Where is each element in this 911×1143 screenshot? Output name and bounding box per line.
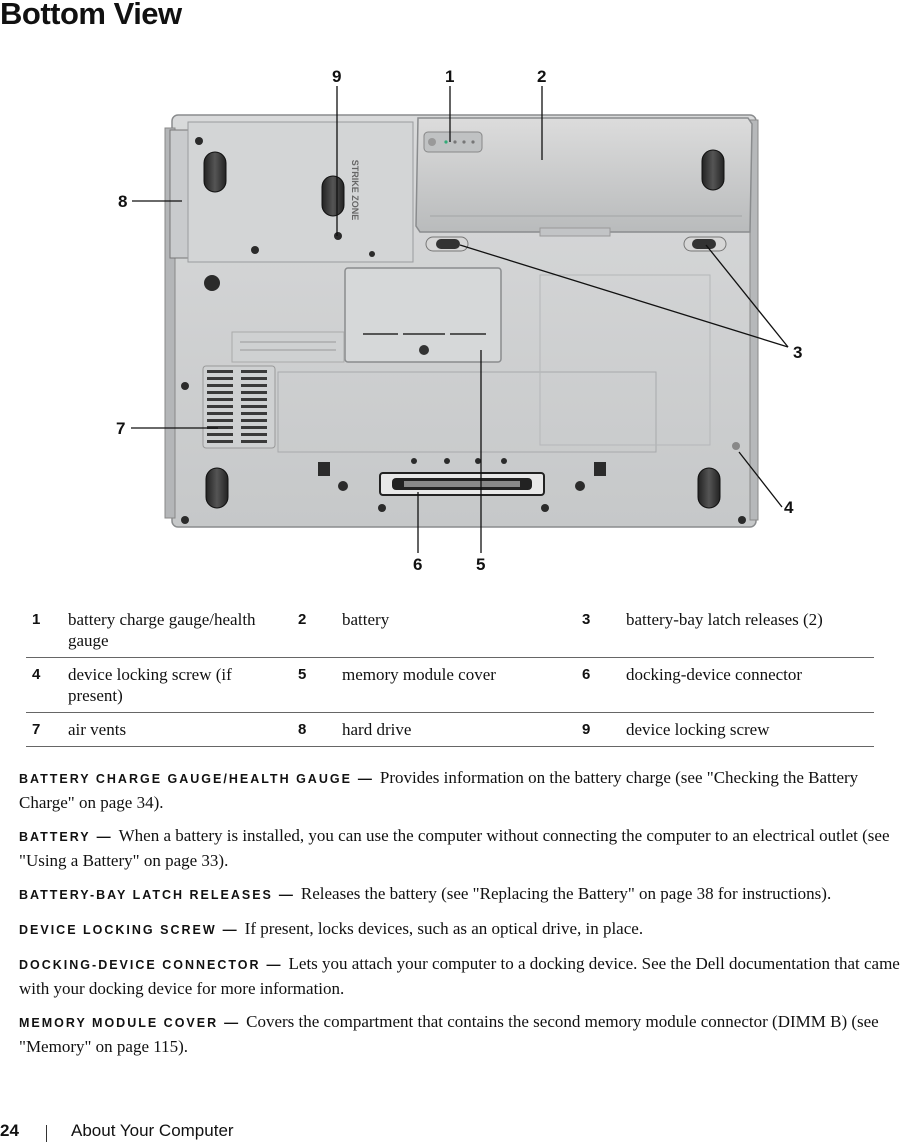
memory-module-cover	[345, 268, 501, 362]
legend-number: 6	[582, 666, 591, 683]
em-dash: —	[266, 956, 281, 972]
em-dash: —	[222, 921, 237, 937]
callout-2: 2	[537, 67, 547, 86]
legend-text: memory module cover	[342, 665, 496, 684]
callout-7: 7	[116, 419, 126, 438]
hard-drive-bay	[188, 122, 413, 262]
callout-1: 1	[445, 67, 455, 86]
table-row	[26, 713, 874, 747]
legend-text: air vents	[68, 720, 127, 739]
callout-3: 3	[793, 343, 803, 362]
definition-text: Releases the battery (see "Replacing the Battery" on page 38 for instructions).	[300, 884, 832, 903]
legend-number: 1	[32, 611, 41, 628]
legend-number: 7	[32, 721, 41, 738]
strike-zone-label: STRIKE ZONE	[350, 159, 360, 221]
page-number: 24	[0, 1121, 19, 1140]
legend-number: 4	[32, 666, 41, 683]
definition-text: Lets you attach your computer to a docking device. See the Dell documentation that came with your docking device for more information.	[19, 954, 900, 998]
definition-text: Provides information on the battery charge (see "Checking the Battery Charge" on page 34).	[19, 768, 859, 812]
label-plate	[232, 332, 344, 362]
em-dash: —	[357, 770, 372, 786]
definition-item	[19, 766, 911, 814]
callout-6: 6	[413, 555, 423, 574]
legend-text: battery	[342, 610, 390, 629]
legend-number: 2	[298, 611, 307, 628]
definition-item	[19, 1010, 911, 1058]
callout-8: 8	[118, 192, 128, 211]
definition-item	[19, 952, 911, 1000]
legend-number: 9	[582, 721, 591, 738]
definitions-list	[19, 766, 911, 1068]
legend-text: device locking screw (if present)	[68, 665, 232, 705]
legend-text: hard drive	[342, 720, 412, 739]
definition-item	[19, 917, 911, 942]
em-dash: —	[278, 886, 293, 902]
callout-legend-table	[26, 603, 874, 747]
definition-term: BATTERY-BAY LATCH RELEASES	[19, 888, 273, 902]
table-row	[26, 603, 874, 658]
definition-text: Covers the compartment that contains the second memory module connector (DIMM B) (see "Memory" on page 115).	[19, 1012, 879, 1056]
page-heading: Bottom View	[0, 0, 182, 31]
legend-text: battery-bay latch releases (2)	[626, 610, 823, 629]
definition-term: DEVICE LOCKING SCREW	[19, 923, 217, 937]
callout-9: 9	[332, 67, 342, 86]
laptop-bottom-illustration	[0, 55, 911, 585]
docking-connector	[380, 473, 544, 495]
callout-5: 5	[476, 555, 486, 574]
legend-text: battery charge gauge/health gauge	[68, 610, 256, 650]
definition-text: If present, locks devices, such as an optical drive, in place.	[244, 919, 644, 938]
definition-item	[19, 824, 911, 872]
callout-4: 4	[784, 498, 794, 517]
definition-item	[19, 882, 911, 907]
definition-term: BATTERY	[19, 830, 91, 844]
chapter-title: About Your Computer	[71, 1121, 234, 1140]
air-vents	[203, 366, 275, 448]
legend-number: 3	[582, 611, 591, 628]
definition-text: When a battery is installed, you can use the computer without connecting the computer to an electrical outlet (see "Using a Battery" on page 33).	[19, 826, 890, 870]
definition-term: BATTERY CHARGE GAUGE/HEALTH GAUGE	[19, 772, 352, 786]
em-dash: —	[96, 828, 111, 844]
definition-term: MEMORY MODULE COVER	[19, 1016, 219, 1030]
legend-text: docking-device connector	[626, 665, 803, 684]
footer-separator	[46, 1125, 47, 1142]
definition-term: DOCKING-DEVICE CONNECTOR	[19, 958, 261, 972]
legend-number: 8	[298, 721, 307, 738]
legend-text: device locking screw	[626, 720, 770, 739]
table-row	[26, 658, 874, 713]
em-dash: —	[224, 1014, 239, 1030]
hard-drive-panel	[170, 130, 188, 258]
legend-number: 5	[298, 666, 307, 683]
